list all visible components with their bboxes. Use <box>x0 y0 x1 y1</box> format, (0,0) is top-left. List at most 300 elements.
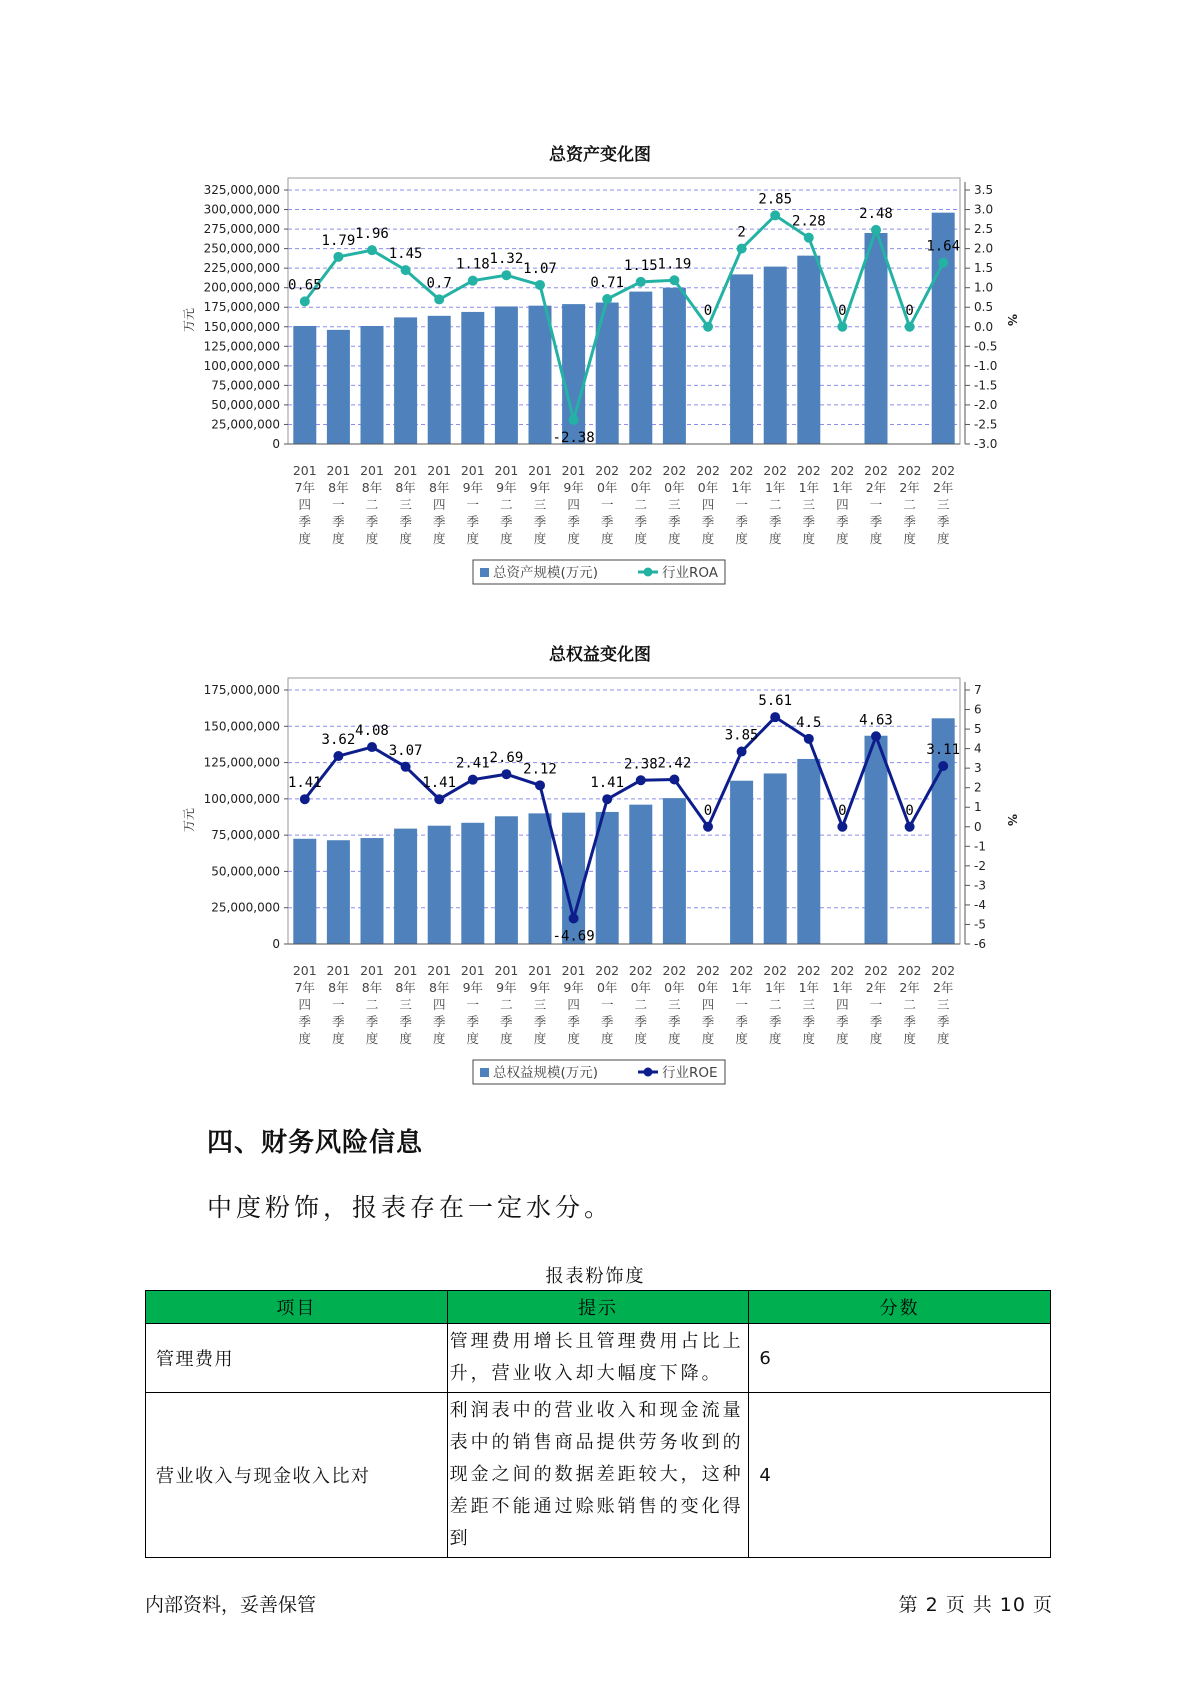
bar <box>663 288 686 444</box>
x-category-part: 度 <box>600 531 614 546</box>
x-category-label <box>898 463 922 546</box>
footer-confidential: 内部资料，妥善保管 <box>145 1594 317 1616</box>
left-tick-label: 200,000,000 <box>203 280 280 295</box>
x-category-label <box>629 463 653 546</box>
x-category-part: 202 <box>763 463 788 478</box>
right-tick-label: -2.5 <box>974 417 998 432</box>
x-category-part: 201 <box>460 463 485 478</box>
x-category-label <box>360 463 384 546</box>
x-category-part: 度 <box>634 1031 648 1046</box>
line-point <box>804 734 814 744</box>
bar <box>361 838 384 944</box>
x-category-part: 四 <box>567 997 580 1012</box>
line-point <box>602 294 612 304</box>
right-tick-label: -2 <box>974 858 986 873</box>
line-point <box>871 225 881 235</box>
x-category-part: 201 <box>528 463 552 478</box>
x-category-part: 二 <box>768 497 782 512</box>
x-category-label <box>326 963 350 1046</box>
right-tick-label: 1 <box>974 800 982 815</box>
right-tick-label: 0.0 <box>974 319 994 334</box>
x-category-part: 202 <box>595 963 620 978</box>
x-category-part: 201 <box>326 963 351 978</box>
x-category-label <box>696 963 720 1046</box>
left-tick-label: 25,000,000 <box>211 900 280 915</box>
line-point <box>703 322 713 332</box>
bar <box>629 805 652 944</box>
x-category-part: 202 <box>796 463 821 478</box>
x-category-label <box>696 463 720 546</box>
x-category-part: 度 <box>768 531 782 546</box>
x-category-part: 0年 <box>697 980 719 995</box>
x-category-part: 1年 <box>764 480 786 495</box>
data-label: 1.32 <box>489 251 524 268</box>
data-label: 1.15 <box>623 257 658 274</box>
right-axis-unit: % <box>1005 313 1019 327</box>
x-category-part: 1年 <box>832 980 853 995</box>
x-category-part: 0年 <box>630 980 652 995</box>
x-category-part: 202 <box>662 963 687 978</box>
right-tick-label: 5 <box>974 722 982 737</box>
x-category-part: 度 <box>836 1031 849 1046</box>
line-point <box>636 775 646 785</box>
x-category-part: 202 <box>897 963 922 978</box>
x-category-part: 度 <box>365 1031 379 1046</box>
x-category-part: 度 <box>701 1031 715 1046</box>
x-category-part: 202 <box>931 963 956 978</box>
right-tick-label: -0.5 <box>974 339 998 354</box>
x-category-part: 度 <box>936 531 950 546</box>
risk-summary: 中度粉饰，报表存在一定水分。 <box>207 1193 614 1222</box>
bar <box>394 317 417 444</box>
data-label: 1.41 <box>287 775 322 792</box>
x-category-part: 8年 <box>328 980 349 995</box>
x-category-part: 季 <box>332 514 345 529</box>
x-category-label <box>528 463 552 546</box>
total-assets-chart <box>0 130 1191 600</box>
data-label: 1.07 <box>523 260 557 277</box>
total-equity-chart-svg <box>0 630 1191 1100</box>
x-category-part: 202 <box>796 963 821 978</box>
line-point <box>703 822 713 832</box>
x-category-part: 202 <box>931 463 956 478</box>
x-category-part: 季 <box>298 1014 312 1029</box>
data-label: 3.85 <box>724 727 759 744</box>
x-category-part: 8年 <box>328 480 349 495</box>
data-label: 0.71 <box>590 275 625 292</box>
x-category-part: 一 <box>332 497 345 512</box>
x-category-part: 2年 <box>932 980 954 995</box>
x-category-part: 202 <box>696 963 720 978</box>
data-label: 2.69 <box>489 750 524 767</box>
line-point <box>468 276 478 286</box>
x-category-label <box>394 963 418 1046</box>
x-category-part: 二 <box>500 997 513 1012</box>
line-point <box>333 252 343 262</box>
data-label: 1.79 <box>321 232 356 249</box>
x-category-part: 度 <box>567 1031 580 1046</box>
x-category-part: 9年 <box>462 480 484 495</box>
x-category-part: 三 <box>399 997 412 1012</box>
line-point <box>535 780 545 790</box>
left-tick-label: 175,000,000 <box>203 683 280 697</box>
x-category-part: 季 <box>936 1014 950 1029</box>
data-label: 0 <box>905 802 914 819</box>
right-tick-label: 3.5 <box>974 183 994 197</box>
line-point <box>871 731 881 741</box>
x-category-part: 9年 <box>529 980 551 995</box>
x-category-part: 201 <box>528 963 552 978</box>
bar <box>629 292 652 444</box>
data-label: 1.45 <box>388 246 423 263</box>
x-category-part: 度 <box>332 531 345 546</box>
x-category-label <box>293 963 317 1046</box>
x-category-part: 二 <box>365 997 379 1012</box>
x-category-part: 季 <box>332 1014 345 1029</box>
x-category-label <box>562 463 586 546</box>
bar <box>764 267 787 444</box>
right-tick-label: -1 <box>974 839 986 854</box>
x-category-part: 季 <box>903 514 916 529</box>
left-tick-label: 225,000,000 <box>203 261 280 276</box>
data-label: 2.28 <box>791 213 826 230</box>
data-label: 2.85 <box>758 191 793 208</box>
right-tick-label: 2.0 <box>974 241 994 256</box>
section-title: 四、财务风险信息 <box>207 1128 424 1158</box>
x-category-part: 8年 <box>395 980 416 995</box>
x-category-label <box>595 463 619 546</box>
x-category-part: 0年 <box>664 980 685 995</box>
x-category-part: 季 <box>668 514 681 529</box>
x-category-part: 8年 <box>361 980 383 995</box>
x-category-part: 度 <box>432 531 446 546</box>
bar <box>327 330 350 444</box>
x-category-part: 一 <box>735 497 748 512</box>
data-label: 2.38 <box>623 756 658 773</box>
x-category-part: 季 <box>768 1014 782 1029</box>
x-category-part: 2年 <box>899 980 920 995</box>
x-category-part: 202 <box>729 963 754 978</box>
x-category-label <box>931 463 955 546</box>
x-category-part: 季 <box>600 1014 614 1029</box>
bar <box>865 233 888 444</box>
left-tick-label: 325,000,000 <box>203 183 280 197</box>
x-category-label <box>763 463 787 546</box>
x-category-part: 201 <box>427 963 452 978</box>
x-category-part: 二 <box>768 997 782 1012</box>
x-category-part: 201 <box>494 963 519 978</box>
x-category-part: 2年 <box>865 480 887 495</box>
left-tick-label: 50,000,000 <box>211 864 280 879</box>
line-point <box>669 774 679 784</box>
bar <box>428 316 451 444</box>
x-category-label <box>797 963 821 1046</box>
x-category-part: 201 <box>393 463 418 478</box>
x-category-part: 季 <box>869 514 883 529</box>
x-category-part: 度 <box>634 531 648 546</box>
x-category-part: 度 <box>735 531 748 546</box>
x-category-part: 202 <box>595 463 620 478</box>
legend-line-marker <box>644 1068 653 1077</box>
data-label: 1.19 <box>657 256 692 273</box>
right-tick-label: -3 <box>974 878 986 893</box>
x-category-part: 四 <box>836 997 849 1012</box>
x-category-label <box>494 463 518 546</box>
left-tick-label: 100,000,000 <box>203 791 280 806</box>
x-category-label <box>763 963 787 1046</box>
right-tick-label: -1.0 <box>974 358 998 373</box>
right-tick-label: -6 <box>974 937 986 951</box>
right-tick-label: 4 <box>974 741 982 756</box>
x-category-part: 四 <box>432 497 446 512</box>
x-category-part: 二 <box>500 497 513 512</box>
line-point <box>602 794 612 804</box>
data-label: 3.11 <box>926 742 961 759</box>
x-category-part: 季 <box>802 514 816 529</box>
line-point <box>770 712 780 722</box>
x-category-part: 季 <box>365 1014 379 1029</box>
bar <box>764 773 787 944</box>
x-category-part: 季 <box>701 514 715 529</box>
left-tick-label: 0 <box>272 937 280 951</box>
right-tick-label: 1.5 <box>974 261 994 276</box>
x-category-part: 一 <box>466 497 480 512</box>
line-point <box>434 294 444 304</box>
x-category-label <box>629 963 653 1046</box>
x-category-label <box>293 463 317 546</box>
data-label: 1.96 <box>355 226 389 243</box>
line-point <box>367 742 377 752</box>
x-category-label <box>427 463 451 546</box>
left-tick-label: 175,000,000 <box>203 300 280 315</box>
data-label: 0 <box>838 802 847 819</box>
x-category-part: 7年 <box>294 480 316 495</box>
bar <box>495 816 518 944</box>
x-category-part: 四 <box>298 997 312 1012</box>
data-label: 0.65 <box>287 277 322 294</box>
x-category-part: 二 <box>365 497 379 512</box>
x-category-part: 二 <box>903 997 916 1012</box>
data-label: 4.63 <box>859 712 893 729</box>
left-tick-label: 150,000,000 <box>203 319 280 334</box>
x-category-part: 8年 <box>428 480 450 495</box>
x-category-part: 季 <box>836 514 849 529</box>
legend-bar-swatch <box>480 568 489 577</box>
data-label: 1.41 <box>590 775 625 792</box>
x-category-part: 1年 <box>798 480 820 495</box>
left-tick-label: 125,000,000 <box>203 755 280 770</box>
left-axis-unit: 万元 <box>182 307 196 333</box>
x-category-part: 三 <box>533 497 547 512</box>
right-tick-label: 2.5 <box>974 222 994 237</box>
x-category-part: 四 <box>701 497 715 512</box>
data-label: 3.62 <box>321 732 356 749</box>
x-category-part: 201 <box>360 963 384 978</box>
x-category-part: 季 <box>466 514 480 529</box>
bar <box>428 826 451 944</box>
x-category-part: 度 <box>399 531 412 546</box>
bar <box>529 306 552 444</box>
x-category-part: 202 <box>864 463 888 478</box>
x-category-part: 度 <box>298 1031 312 1046</box>
line-point <box>367 245 377 255</box>
x-category-part: 201 <box>292 463 317 478</box>
x-category-part: 度 <box>936 1031 950 1046</box>
x-category-part: 202 <box>864 963 888 978</box>
legend-bar-label: 总资产规模(万元) <box>493 565 599 581</box>
data-label: 2.42 <box>657 755 692 772</box>
data-label: 0.7 <box>426 275 452 292</box>
line-point <box>501 769 511 779</box>
x-category-part: 三 <box>533 997 547 1012</box>
right-axis-unit: % <box>1005 813 1019 827</box>
legend-line-marker <box>644 568 653 577</box>
x-category-part: 度 <box>600 1031 614 1046</box>
x-category-part: 度 <box>533 1031 547 1046</box>
x-category-part: 三 <box>668 497 681 512</box>
x-category-part: 度 <box>802 1031 816 1046</box>
x-category-part: 1年 <box>731 980 752 995</box>
right-tick-label: -3.0 <box>974 437 998 451</box>
data-label: 2.48 <box>859 205 893 222</box>
x-category-part: 9年 <box>496 980 517 995</box>
line-point <box>737 244 747 254</box>
x-category-part: 一 <box>735 997 748 1012</box>
left-tick-label: 100,000,000 <box>203 358 280 373</box>
x-category-part: 202 <box>628 963 653 978</box>
x-category-part: 四 <box>567 497 580 512</box>
x-category-part: 度 <box>668 1031 681 1046</box>
data-label: 1.41 <box>422 775 457 792</box>
data-label: 0 <box>703 302 713 319</box>
legend-bar-label: 总权益规模(万元) <box>493 1065 599 1081</box>
table-row <box>146 1324 1051 1393</box>
data-label: 2.41 <box>455 755 490 772</box>
chart-title: 总权益变化图 <box>549 645 651 665</box>
x-category-label <box>427 963 451 1046</box>
x-category-part: 季 <box>701 1014 715 1029</box>
right-tick-label: -1.5 <box>974 378 998 393</box>
x-category-part: 一 <box>600 497 614 512</box>
x-category-part: 202 <box>763 963 788 978</box>
bar <box>663 798 686 944</box>
row-score: 6 <box>749 1324 1051 1393</box>
x-category-label <box>662 463 686 546</box>
x-category-part: 季 <box>399 514 412 529</box>
x-category-part: 季 <box>668 1014 681 1029</box>
line-point <box>569 913 579 923</box>
right-tick-label: 3 <box>974 761 982 776</box>
page-number: 第 2 页 共 10 页 <box>898 1594 1053 1616</box>
x-category-part: 季 <box>533 514 547 529</box>
x-category-label <box>864 463 888 546</box>
bar <box>529 813 552 944</box>
line-point <box>938 258 948 268</box>
x-category-part: 8年 <box>428 980 450 995</box>
x-category-part: 三 <box>936 497 950 512</box>
x-category-part: 季 <box>466 1014 480 1029</box>
x-category-part: 202 <box>897 463 922 478</box>
data-label: -2.38 <box>552 429 595 446</box>
line-point <box>569 415 579 425</box>
x-category-part: 2年 <box>932 480 954 495</box>
left-tick-label: 150,000,000 <box>203 719 280 734</box>
left-tick-label: 125,000,000 <box>203 339 280 354</box>
data-label: 1.64 <box>926 238 961 255</box>
data-label: 2.12 <box>523 761 557 778</box>
left-tick-label: 50,000,000 <box>211 397 280 412</box>
x-category-part: 1年 <box>832 480 853 495</box>
line-point <box>837 822 847 832</box>
x-category-part: 季 <box>500 1014 513 1029</box>
x-category-part: 季 <box>634 1014 648 1029</box>
bar <box>562 813 585 944</box>
x-category-part: 8年 <box>361 480 383 495</box>
line-point <box>669 275 679 285</box>
x-category-label <box>461 463 485 546</box>
x-category-label <box>562 963 586 1046</box>
right-tick-label: 2 <box>974 780 982 795</box>
x-category-part: 季 <box>432 1014 446 1029</box>
x-category-part: 度 <box>802 531 816 546</box>
x-category-part: 9年 <box>462 980 484 995</box>
x-category-part: 201 <box>292 963 317 978</box>
x-category-part: 度 <box>836 531 849 546</box>
x-category-part: 0年 <box>596 980 618 995</box>
legend-line-label: 行业ROE <box>662 1065 718 1081</box>
x-category-part: 1年 <box>798 980 820 995</box>
x-category-part: 9年 <box>563 980 584 995</box>
x-category-part: 度 <box>701 531 715 546</box>
x-category-part: 度 <box>500 531 513 546</box>
row-item: 营业收入与现金收入比对 <box>146 1393 448 1558</box>
left-axis-unit: 万元 <box>182 807 196 833</box>
x-category-part: 2年 <box>899 480 920 495</box>
x-category-label <box>830 963 854 1046</box>
x-category-label <box>864 963 888 1046</box>
bar <box>495 306 518 444</box>
x-category-part: 201 <box>326 463 351 478</box>
line-point <box>905 822 915 832</box>
bar <box>797 759 820 944</box>
bar <box>327 840 350 944</box>
row-score: 4 <box>749 1393 1051 1558</box>
x-category-part: 一 <box>869 497 883 512</box>
x-category-part: 度 <box>332 1031 345 1046</box>
left-tick-label: 250,000,000 <box>203 241 280 256</box>
right-tick-label: -4 <box>974 897 986 912</box>
x-category-part: 季 <box>567 514 580 529</box>
x-category-label <box>461 963 485 1046</box>
x-category-part: 度 <box>466 1031 480 1046</box>
x-category-part: 季 <box>903 1014 916 1029</box>
data-label: 5.61 <box>758 693 793 710</box>
x-category-part: 9年 <box>529 480 551 495</box>
x-category-part: 201 <box>561 463 586 478</box>
x-category-part: 季 <box>768 514 782 529</box>
data-label: 0 <box>703 802 713 819</box>
line-point <box>401 265 411 275</box>
data-label: 2 <box>737 224 746 241</box>
x-category-label <box>730 963 754 1046</box>
x-category-part: 度 <box>365 531 379 546</box>
x-category-part: 度 <box>735 1031 748 1046</box>
x-category-label <box>830 463 854 546</box>
x-category-part: 8年 <box>395 480 416 495</box>
line-point <box>636 277 646 287</box>
x-category-part: 季 <box>365 514 379 529</box>
x-category-part: 2年 <box>865 980 887 995</box>
